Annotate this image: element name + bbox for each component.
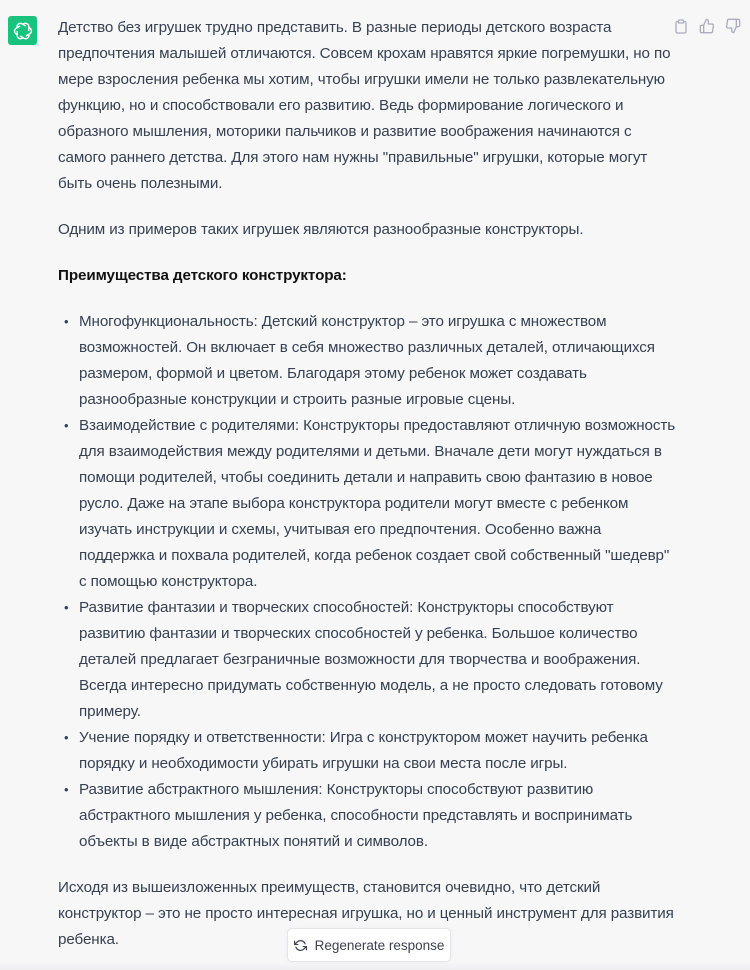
thumbs-up-icon — [699, 18, 715, 34]
list-item: • Учение порядку и ответственности: Игра с конструктором может научить ребенка порядку и необходимости убирать игрушки на свои места после игры. — [79, 725, 678, 777]
thumbs-up-button[interactable] — [698, 17, 716, 35]
list-item: • Взаимодействие с родителями: Конструкторы предоставляют отличную возможность для взаимодействия между родителями и детьми. Вначале дети могут нуждаться в помощи родителей, чтобы соединить детали и направить свою фантазию в новое русло. Даже на этапе выбора конструктора родители могут вместе с ребенком изучать инструкции и схемы, учитывая его предпочтения. Особенно важна поддержка и похвала родителей, когда ребенок создает свой собственный "шедевр" с помощью конструктора. — [79, 413, 678, 595]
openai-logo-icon — [13, 21, 33, 41]
section-heading: Преимущества детского конструктора: — [58, 267, 347, 284]
refresh-icon — [294, 939, 307, 952]
conclusion-paragraph: Исходя из вышеизложенных преимуществ, становится очевидно, что детский конструктор – это не просто интересная игрушка, но и ценный инструмент для развития ребенка. — [58, 879, 674, 948]
assistant-message — [58, 15, 678, 953]
regenerate-response-button[interactable] — [287, 928, 451, 962]
assistant-avatar — [8, 16, 37, 45]
intro-paragraph: Детство без игрушек трудно представить. В разные периоды детского возраста предпочтения малышей отличаются. Совсем крохам нравятся яркие погремушки, но по мере взросления ребенка мы хотим, чтобы игрушки имели не только развлекательную функцию, но и способствовали его развитию. Ведь формирование логического и образного мышления, моторики пальчиков и развитие воображения начинаются с самого раннего детства. Для этого нам нужны "правильные" игрушки, которые могут быть очень полезными. — [58, 19, 671, 192]
list-item: • Развитие фантазии и творческих способностей: Конструкторы способствуют развитию фантазии и творческих способностей у ребенка. Большое количество деталей предлагает безграничные возможности для творчества и воображения. Всегда интересно придумать собственную модель, а не просто следовать готовому примеру. — [79, 595, 678, 725]
list-item: • Многофункциональность: Детский конструктор – это игрушка с множеством возможностей. Он включает в себя множество различных деталей, отличающихся размером, формой и цветом. Благодаря этому ребенок может создавать разнообразные конструкции и строить разные игровые сцены. — [79, 309, 678, 413]
message-actions — [672, 17, 742, 35]
regenerate-label: Regenerate response — [314, 937, 445, 953]
list-item: • Развитие абстрактного мышления: Конструкторы способствуют развитию абстрактного мышления у ребенка, способности представлять и воспринимать объекты в виде абстрактных понятий и символов. — [79, 777, 678, 855]
thumbs-down-button[interactable] — [724, 17, 742, 35]
thumbs-down-icon — [725, 18, 741, 34]
bottom-fade — [0, 962, 750, 970]
advantages-list — [58, 309, 678, 855]
example-paragraph: Одним из примеров таких игрушек являются разнообразные конструкторы. — [58, 221, 584, 238]
